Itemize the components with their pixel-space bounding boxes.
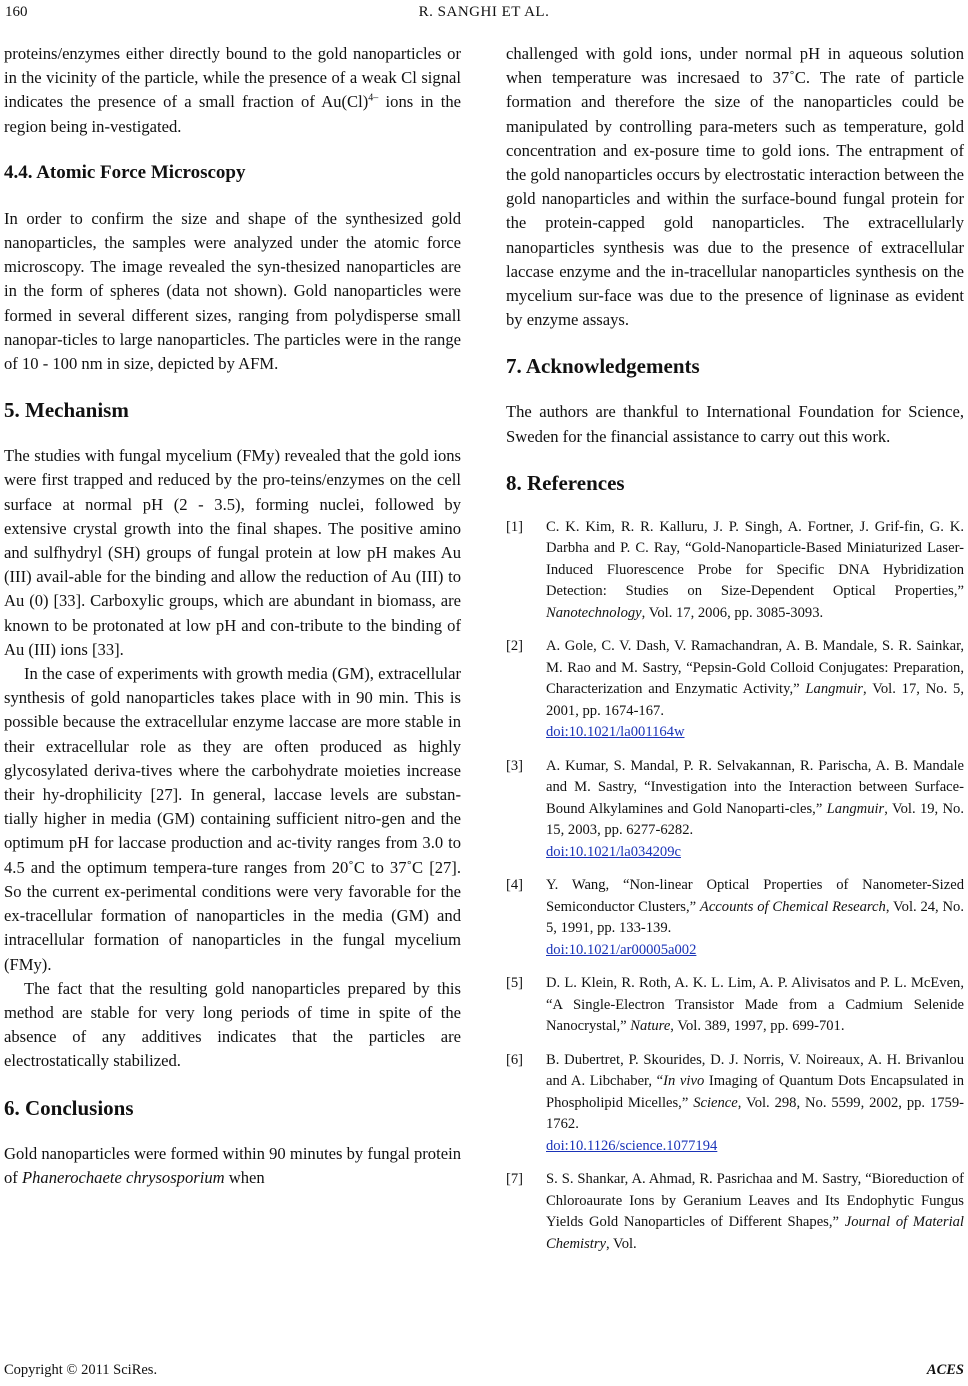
paragraph-mechanism-2: In the case of experiments with growth media (GM), extracellular synthesis of gold nanoparticles takes place with in 90 min. This is possible because the extracellular enzyme laccase are more stable in their extracellular role as they are often produced as highly glycosylated deriva-tives where the carbohydrate moieties increase their hy-drophilicity [27]. In general, laccase levels are substan-tially higher in media (GM) containing sufficient nitro-gen and the optimum pH for laccase production and ac-tivity ranges from 3.0 to 4.5 and the optimum tempera-ture ranges from 20˚C to 37˚C [27]. So the current ex-perimental conditions were very favorable for the ex-tracellular formation of nanoparticles in the media (GM) and intracellular formation of nanoparticles in the fungal mycelium (FMy). [4, 664, 461, 974]
reference-item: [6] B. Dubertret, P. Skourides, D. J. Norris, V. Noireaux, A. H. Brivanlou and A. Libchaber, “In vivo Imaging of Quantum Dots Encapsulated in Phospholipid Micelles,” Science, Vol. 298, No. 5599, 2002, pp. 1759-1762. doi:10.1126/science.1077194 [506, 1050, 964, 1158]
page-number: 160 [5, 4, 28, 20]
reference-item: [3] A. Kumar, S. Mandal, P. R. Selvakannan, R. Parischa, A. B. Mandale and M. Sastry, “Investigation into the Interaction between Surface-Bound Alkylamines and Gold Nanoparti-cles,” Langmuir, Vol. 19, No. 15, 2003, pp. 6277-6282. doi:10.1021/la034209c [506, 756, 964, 864]
paragraph-afm: In order to confirm the size and shape of the synthesized gold nanoparticles, the samples were analyzed under the atomic force microscopy. The image revealed the syn-thesized nanoparticles are in the form of spheres (data not shown). Gold nanoparticles were formed in several different sizes, ranging from polydisperse small nanopar-ticles to large nanoparticles. The particles were in the range of 10 - 100 nm in size, depicted by AFM. [4, 208, 461, 374]
page-header [0, 4, 968, 28]
section-heading-references: 8. References [506, 470, 625, 495]
paragraph-mechanism-1: The studies with fungal mycelium (FMy) revealed that the gold ions were first trapped and reduced by the pro-teins/enzymes on the cell surface at normal pH (2 - 3.5), forming nuclei, followed by extensive crystal growth into the final shapes. The positive amino and sulfhydryl (SH) groups of fungal protein at low pH makes Au (III) avail-able for the binding and allow the reduction of Au (III) to Au (0) [33]. Carboxylic groups, which are abundant in biomass, are known to be protonated at low pH and con-tribute to the binding of Au (III) ions [33]. [4, 446, 461, 659]
reference-list [506, 517, 964, 1256]
copyright-notice: Copyright © 2011 SciRes. [4, 1362, 158, 1378]
section-heading-acknowledgements: 7. Acknowledgements [506, 354, 700, 379]
paragraph-acknowledgements: The authors are thankful to International Foundation for Science, Sweden for the financial assistance to carry out this work. [506, 402, 964, 446]
left-column [4, 42, 461, 1190]
paragraph-eds: proteins/enzymes either directly bound to the gold nanoparticles or in the vicinity of the particle, while the presence of a weak Cl signal indicates the presence of a small fraction of $Au(Cl)^{4-}$ ions in the region being in-vestigated. [4, 44, 461, 136]
doi-link[interactable]: doi:10.1021/ar00005a002 [546, 941, 697, 958]
reference-item: [7] S. S. Shankar, A. Ahmad, R. Pasrichaa and M. Sastry, “Bioreduction of Chloroaurate Ions by Geranium Leaves and Its Endophytic Fungus Yields Gold Nanoparticles of Different Shapes,” Journal of Material Chemistry, Vol. [506, 1171, 964, 1252]
paragraph-conclusions: Gold nanoparticles were formed within 90 minutes by fungal protein of Phanerochaete chrysosporium when [4, 1143, 461, 1187]
doi-link[interactable]: doi:10.1021/la001164w [546, 724, 685, 741]
reference-item: [1] C. K. Kim, R. R. Kalluru, J. P. Singh, A. Fortner, J. Grif-fin, G. K. Darbha and P. C. Ray, “Gold-Nanoparticle-Based Miniaturized Laser-Induced Fluorescence Probe for Specific DNA Hybridization Detection: Studies on Size-Dependent Optical Properties,” Nanotechnology, Vol. 17, 2006, pp. 3085-3093. [506, 518, 964, 621]
reference-item: [2] A. Gole, C. V. Dash, V. Ramachandran, A. B. Mandale, S. R. Sainkar, M. Rao and M. Sastry, “Pepsin-Gold Colloid Conjugates: Preparation, Characterization and Enzymatic Activity,” Langmuir, Vol. 17, No. 5, 2001, pp. 1674-167. doi:10.1021/la001164w [506, 636, 964, 744]
section-heading-conclusions: 6. Conclusions [4, 1095, 134, 1120]
paragraph-conclusions-cont: challenged with gold ions, under normal pH in aqueous solution when temperature was incresaed to 37˚C. The rate of particle formation and therefore the size of the nanoparticles could be manipulated by controlling para-meters such as temperature, gold concentration and ex-posure time to gold ions. The entrapment of the gold nanoparticles occurs by electrostatic interaction between the gold nanoparticles and within the surface-bound fungal protein for the protein-capped gold nanoparticles. The extracellularly nanoparticles synthesis was due to the presence of extracellular laccase enzyme and the in-tracellular nanoparticles synthesis on the mycelium sur-face was due to the presence of ligninase as evident by enzyme assays. [506, 44, 964, 330]
reference-item: [4] Y. Wang, “Non-linear Optical Properties of Nanometer-Sized Semiconductor Clusters,” Accounts of Chemical Research, Vol. 24, No. 5, 1991, pp. 133-139. doi:10.1021/ar00005a002 [506, 875, 964, 961]
right-column [506, 42, 964, 1267]
doi-link[interactable]: doi:10.1126/science.1077194 [546, 1137, 718, 1154]
doi-link[interactable]: doi:10.1021/la034209c [546, 843, 681, 860]
section-heading-afm: 4.4. Atomic Force Microscopy [4, 161, 246, 183]
running-title: R. SANGHI ET AL. [418, 4, 550, 20]
paragraph-mechanism-3: The fact that the resulting gold nanoparticles prepared by this method are stable for very long periods of time in spite of the absence of any additives indicates that the particles are electrostatically stabilized. [4, 978, 461, 1071]
section-heading-mechanism: 5. Mechanism [4, 398, 129, 423]
journal-name: ACES [926, 1362, 964, 1378]
reference-item: [5] D. L. Klein, R. Roth, A. K. L. Lim, A. P. Alivisatos and P. L. McEven, “A Single-Electron Transistor Made from a Cadmium Selenide Nanocrystal,” Nature, Vol. 389, 1997, pp. 699-701. [506, 975, 964, 1035]
